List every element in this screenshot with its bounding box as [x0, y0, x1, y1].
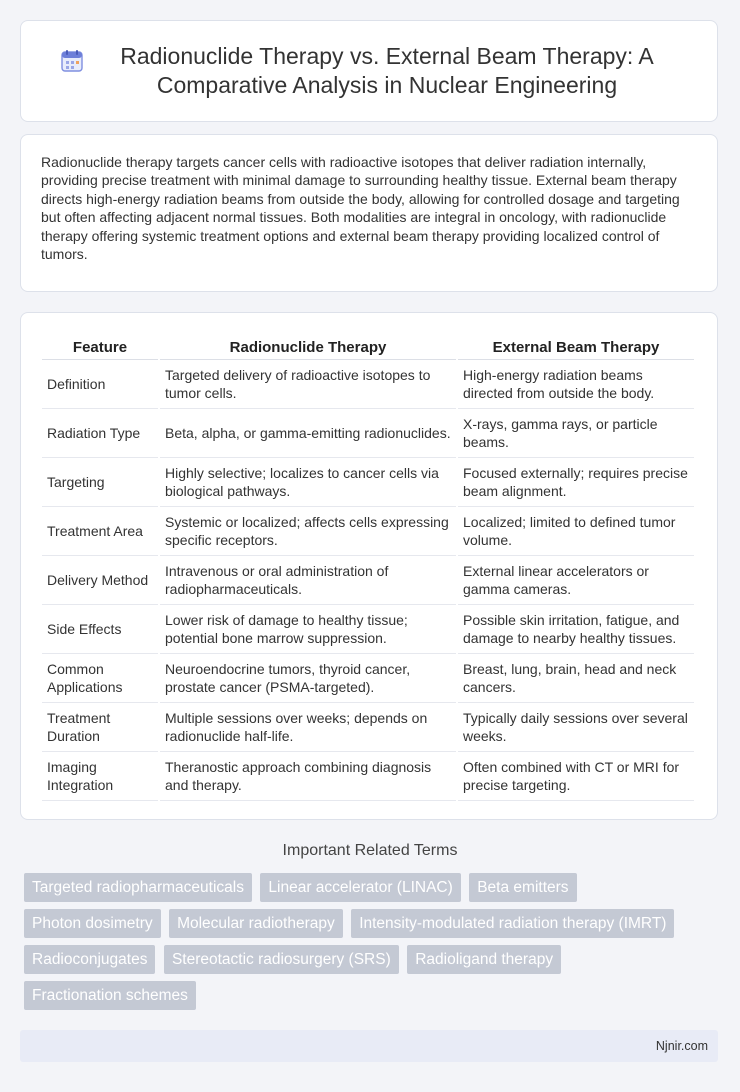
- row-radionuclide: Neuroendocrine tumors, thyroid cancer, prostate cancer (PSMA-targeted).: [160, 654, 456, 703]
- related-term-tag[interactable]: Stereotactic radiosurgery (SRS): [164, 945, 399, 974]
- related-terms-list: [24, 873, 724, 1017]
- row-feature: Radiation Type: [42, 409, 158, 458]
- row-radionuclide: Systemic or localized; affects cells expressing specific receptors.: [160, 507, 456, 556]
- table-row: [42, 409, 694, 458]
- row-radionuclide: Lower risk of damage to healthy tissue; potential bone marrow suppression.: [160, 605, 456, 654]
- row-radionuclide: Highly selective; localizes to cancer cells via biological pathways.: [160, 458, 456, 507]
- table-row: [42, 360, 694, 409]
- calendar-icon: [59, 48, 85, 74]
- related-term-tag[interactable]: Photon dosimetry: [24, 909, 161, 938]
- intro-card: [20, 134, 718, 292]
- table-header-row: [42, 333, 694, 360]
- row-feature: Delivery Method: [42, 556, 158, 605]
- row-external-beam: Possible skin irritation, fatigue, and damage to nearby healthy tissues.: [458, 605, 694, 654]
- row-radionuclide: Beta, alpha, or gamma-emitting radionuclides.: [160, 409, 456, 458]
- related-term-tag[interactable]: Linear accelerator (LINAC): [260, 873, 460, 902]
- comparison-card: [20, 312, 718, 820]
- row-feature: Treatment Area: [42, 507, 158, 556]
- related-terms-title: Important Related Terms: [282, 842, 458, 859]
- related-term-tag[interactable]: Radioconjugates: [24, 945, 155, 974]
- row-feature: Definition: [42, 360, 158, 409]
- table-row: [42, 507, 694, 556]
- row-external-beam: X-rays, gamma rays, or particle beams.: [458, 409, 694, 458]
- page-title: Radionuclide Therapy vs. External Beam Therapy: A Comparative Analysis in Nuclear Engineering: [120, 43, 654, 98]
- row-external-beam: External linear accelerators or gamma cameras.: [458, 556, 694, 605]
- table-row: [42, 654, 694, 703]
- row-radionuclide: Multiple sessions over weeks; depends on radionuclide half-life.: [160, 703, 456, 752]
- row-radionuclide: Intravenous or oral administration of radiopharmaceuticals.: [160, 556, 456, 605]
- table-row: [42, 703, 694, 752]
- header-radionuclide: Radionuclide Therapy: [160, 333, 456, 360]
- row-feature: Imaging Integration: [42, 752, 158, 801]
- header-external-beam: External Beam Therapy: [458, 333, 694, 360]
- table-row: [42, 556, 694, 605]
- row-feature: Common Applications: [42, 654, 158, 703]
- footer: [20, 1030, 718, 1062]
- row-external-beam: Typically daily sessions over several weeks.: [458, 703, 694, 752]
- table-row: [42, 752, 694, 801]
- row-external-beam: Often combined with CT or MRI for precise targeting.: [458, 752, 694, 801]
- row-external-beam: Localized; limited to defined tumor volume.: [458, 507, 694, 556]
- table-row: [42, 458, 694, 507]
- row-feature: Side Effects: [42, 605, 158, 654]
- row-external-beam: Focused externally; requires precise beam alignment.: [458, 458, 694, 507]
- row-radionuclide: Targeted delivery of radioactive isotopes to tumor cells.: [160, 360, 456, 409]
- footer-site-link[interactable]: Njnir.com: [655, 1039, 708, 1053]
- related-term-tag[interactable]: Intensity-modulated radiation therapy (IMRT): [351, 909, 674, 938]
- row-feature: Targeting: [42, 458, 158, 507]
- row-radionuclide: Theranostic approach combining diagnosis and therapy.: [160, 752, 456, 801]
- comparison-table: [40, 333, 696, 801]
- related-term-tag[interactable]: Targeted radiopharmaceuticals: [24, 873, 252, 902]
- related-term-tag[interactable]: Fractionation schemes: [24, 981, 196, 1010]
- related-term-tag[interactable]: Molecular radiotherapy: [169, 909, 343, 938]
- related-term-tag[interactable]: Beta emitters: [469, 873, 576, 902]
- row-external-beam: Breast, lung, brain, head and neck cancers.: [458, 654, 694, 703]
- header-feature: Feature: [42, 333, 158, 360]
- row-external-beam: High-energy radiation beams directed from outside the body.: [458, 360, 694, 409]
- row-feature: Treatment Duration: [42, 703, 158, 752]
- title-card: [20, 20, 718, 122]
- related-term-tag[interactable]: Radioligand therapy: [407, 945, 561, 974]
- intro-paragraph: Radionuclide therapy targets cancer cells with radioactive isotopes that deliver radiation internally, providing precise treatment with minimal damage to surrounding healthy tissue. External beam therapy directs high-energy radiation beams from outside the body, allowing for controlled dosage and targeting but often affecting adjacent normal tissues. Both modalities are integral in oncology, with radionuclide therapy offering systemic treatment options and external beam therapy providing localized control of tumors.: [41, 154, 680, 263]
- table-row: [42, 605, 694, 654]
